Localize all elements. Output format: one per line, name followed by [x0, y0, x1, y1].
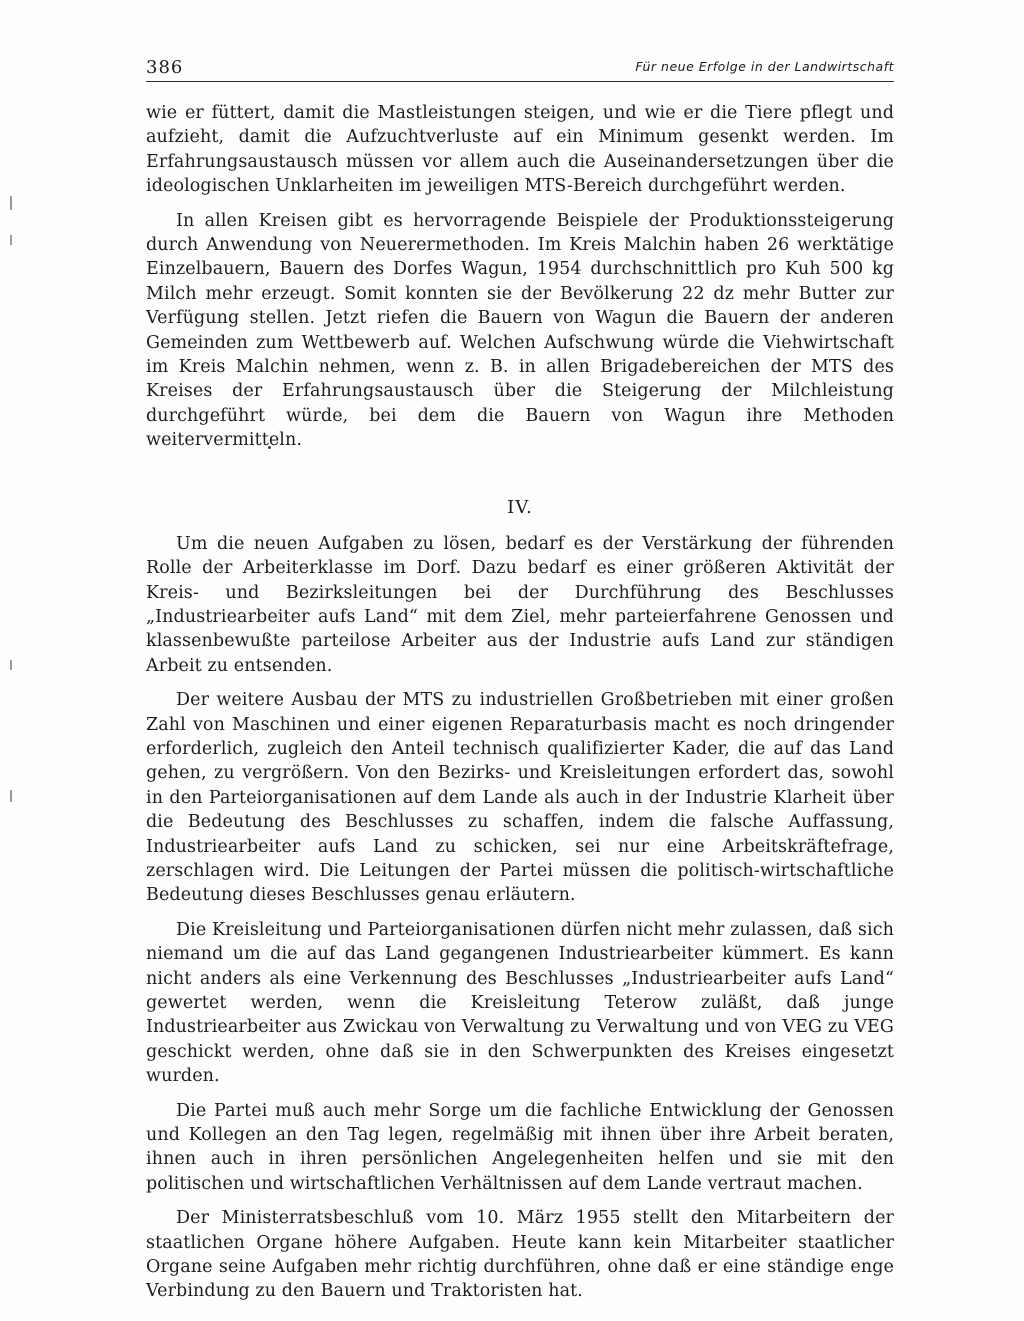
paragraph: wie er füttert, damit die Mastleistungen steigen, und wie er die Tiere pflegt und aufzieht, damit die Aufzuchtverluste auf ein Minimum gesenkt werden. Im Erfahrungsaustausch müssen vor allem auch die Auseinandersetzungen über die ideologischen Unklarheiten im jeweiligen MTS-Bereich durchgeführt werden.: [146, 103, 894, 197]
scan-margin-mark: [10, 660, 12, 670]
paragraph: Die Partei muß auch mehr Sorge um die fachliche Entwicklung der Genossen und Kollegen an den Tag legen, regelmäßig mit ihnen über ihre Arbeit beraten, ihnen auch in ihren persönlichen Angelegenheiten helfen und sie mit den politischen und wirtschaftlichen Verhältnissen auf dem Lande vertraut machen.: [146, 1100, 894, 1194]
paragraph: Um die neuen Aufgaben zu lösen, bedarf es der Verstärkung der führenden Rolle der Arbeiterklasse im Dorf. Dazu bedarf es einer größeren Aktivität der Kreis- und Bezirksleitungen bei der Durchführung des Beschlusses „Industriearbeiter aufs Land“ mit dem Ziel, mehr parteierfahrene Genossen und klassenbewußte parteilose Arbeiter aus der Industrie aufs Land zur ständigen Arbeit zu entsenden.: [146, 533, 894, 676]
page-number: 386: [146, 57, 184, 78]
scan-margin-mark: [10, 196, 12, 210]
paragraph: In allen Kreisen gibt es hervorragende Beispiele der Produktionssteigerung durch Anwendung von Neuerermethoden. Im Kreis Malchin haben 26 werktätige Einzelbauern, Bauern des Dorfes Wagun, 1954 durchschnittlich pro Kuh 500 kg Milch mehr erzeugt. Somit konnten sie der Bevölkerung 22 dz mehr Butter zur Verfügung stellen. Jetzt riefen die Bauern von Wagun die Bauern der anderen Gemeinden zum Wettbewerb auf. Welchen Aufschwung würde die Viehwirtschaft im Kreis Malchin nehmen, wenn z. B. in allen Brigadebereichen der MTS des Kreises der Erfahrungsaustausch über die Steigerung der Milchleistung durchgeführt würde, bei dem die Bauern von Wagun ihre Methoden weitervermitteln.: [146, 210, 894, 451]
body-text: [146, 101, 894, 1304]
scan-margin-mark: [10, 235, 12, 245]
paragraph: Der weitere Ausbau der MTS zu industriellen Großbetrieben mit einer großen Zahl von Maschinen und einer eigenen Reparaturbasis macht es noch dringender erforderlich, zugleich den Anteil technisch qualifizierter Kader, die auf das Land gehen, zu vergrößern. Von den Bezirks- und Kreisleitungen erfordert das, sowohl in den Parteiorganisationen auf dem Lande als auch in der Industrie Klarheit über die Bedeutung des Beschlusses zu schaffen, indem die falsche Auffassung, Industriearbeiter aufs Land zu schicken, sei nur eine Arbeitskräftefrage, zerschlagen wird. Die Leitungen der Partei müssen die politisch-wirtschaftliche Bedeutung dieses Beschlusses genau erläutern.: [146, 690, 894, 906]
scan-margin-mark: [10, 790, 12, 802]
section-heading: IV.: [507, 496, 533, 518]
paragraph: Die Kreisleitung und Parteiorganisationen dürfen nicht mehr zulassen, daß sich niemand um die auf das Land gegangenen Industriearbeiter kümmert. Es kann nicht anders als eine Verkennung des Beschlusses „Industriearbeiter aufs Land“ gewertet werden, wenn die Kreisleitung Teterow zuläßt, daß junge Industriearbeiter aus Zwickau von Verwaltung zu Verwaltung und von VEG zu VEG geschickt werden, ohne daß sie in den Schwerpunkten des Kreises eingesetzt wurden.: [146, 919, 894, 1087]
running-head: Für neue Erfolge in der Landwirtschaft: [635, 59, 894, 74]
paragraph: Der Ministerratsbeschluß vom 10. März 1955 stellt den Mitarbeitern der staatlichen Organe höhere Aufgaben. Heute kann kein Mitarbeiter staatlicher Organe seine Aufgaben mehr richtig durchführen, ohne daß er eine ständige enge Verbindung zu den Bauern und Traktoristen hat.: [146, 1208, 894, 1302]
page-header: [146, 55, 894, 82]
